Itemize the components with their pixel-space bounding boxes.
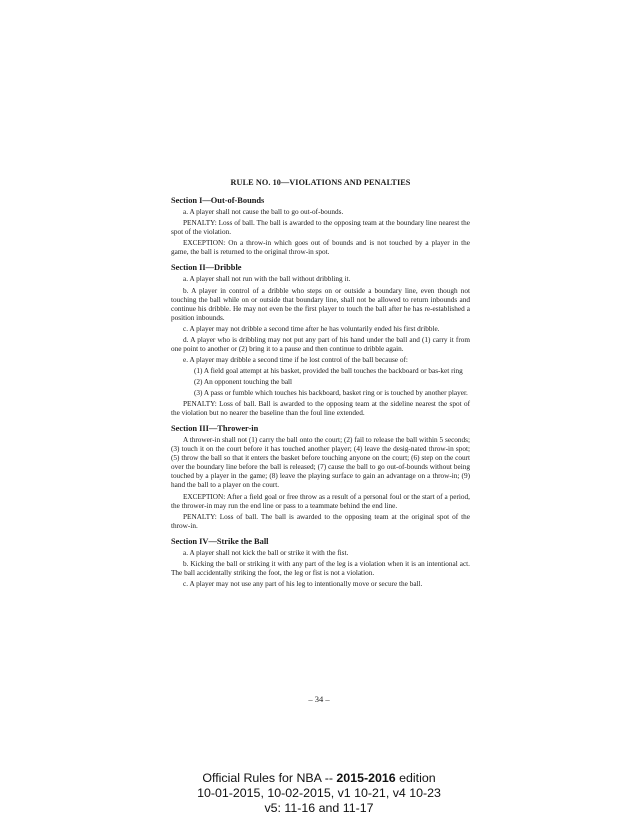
paragraph: e. A player may dribble a second time if he lost control of the ball because of:: [183, 356, 408, 365]
section-heading-thrower-in: Section III—Thrower-in: [171, 424, 259, 434]
footer-suffix: edition: [395, 771, 436, 785]
exception-paragraph: EXCEPTION: After a field goal or free throw as a result of a personal foul or the start of a period, the thrower-in may run the end line or pass to a teammate behind the end line.: [171, 492, 470, 510]
penalty-paragraph: PENALTY: Loss of ball. The ball is awarded to the opposing team at the boundary line nearest the spot of the violation.: [171, 219, 470, 237]
paragraph: b. Kicking the ball or striking it with any part of the leg is a violation when it is an intentional act. The ball accidentally striking the foot, the leg or fist is not a violation.: [171, 559, 470, 577]
footer-line-3: v5: 11-16 and 11-17: [264, 801, 374, 816]
paragraph: a. A player shall not run with the ball without dribbling it.: [183, 275, 351, 284]
page-number: – 34 –: [308, 694, 330, 704]
footer-line-2: 10-01-2015, 10-02-2015, v1 10-21, v4 10-23: [197, 786, 441, 801]
footer-prefix: Official Rules for NBA --: [202, 771, 337, 785]
sub-item: (1) A field goal attempt at his basket, provided the ball touches the backboard or bas-ket ring: [194, 367, 463, 376]
penalty-paragraph: PENALTY: Loss of ball. The ball is awarded to the opposing team at the original spot of the throw-in.: [171, 512, 470, 530]
penalty-paragraph: PENALTY: Loss of ball. Ball is awarded to the opposing team at the sideline nearest the spot of the violation but no nearer the baseline than the foul line extended.: [171, 400, 470, 418]
footer-season: 2015-2016: [336, 771, 396, 785]
section-heading-strike-the-ball: Section IV—Strike the Ball: [171, 536, 269, 546]
paragraph: a. A player shall not kick the ball or strike it with the fist.: [183, 548, 349, 557]
edition-footer: [0, 771, 638, 817]
rules-content: [171, 178, 470, 591]
paragraph: d. A player who is dribbling may not put any part of his hand under the ball and (1) carry it from one point to another or (2) bring it to a pause and then continue to dribble again.: [171, 335, 470, 353]
paragraph: a. A player shall not cause the ball to go out-of-bounds.: [183, 208, 344, 216]
paragraph: A thrower-in shall not (1) carry the ball onto the court; (2) fail to release the ball within 5 seconds; (3) touch it on the court before it has touched another player; (4) leave the desig-nated throw-in spot; (5) throw the ball so that it enters the basket before touching anyone on the court; (6) step on the court over the boundary line before the ball is released; (7) cause the ball to go out-of-bounds without being touched by a player in the game; (8) leave the playing surface to gain an advantage on a throw-in; (9) hand the ball to a player on the court.: [171, 436, 470, 490]
sub-item: (2) An opponent touching the ball: [194, 378, 293, 387]
exception-paragraph: EXCEPTION: On a throw-in which goes out of bounds and is not touched by a player in the game, the ball is returned to the original throw-in spot.: [171, 239, 470, 257]
sub-item: (3) A pass or fumble which touches his backboard, basket ring or is touched by another player.: [194, 389, 468, 398]
rule-title: RULE NO. 10—VIOLATIONS AND PENALTIES: [230, 178, 411, 187]
section-heading-out-of-bounds: Section I—Out-of-Bounds: [171, 196, 265, 205]
paragraph: b. A player in control of a dribble who steps on or outside a boundary line, even though not touching the ball while on or outside that boundary line, shall not be allowed to return inbounds and continue his dribble. He may not even be the first player to touch the ball after he has re-established a position inbounds.: [171, 286, 470, 322]
paragraph: c. A player may not use any part of his leg to intentionally move or secure the ball.: [183, 580, 423, 589]
section-heading-dribble: Section II—Dribble: [171, 263, 242, 273]
footer-line-1: [0, 771, 638, 786]
paragraph: c. A player may not dribble a second time after he has voluntarily ended his first dribble.: [183, 324, 440, 333]
